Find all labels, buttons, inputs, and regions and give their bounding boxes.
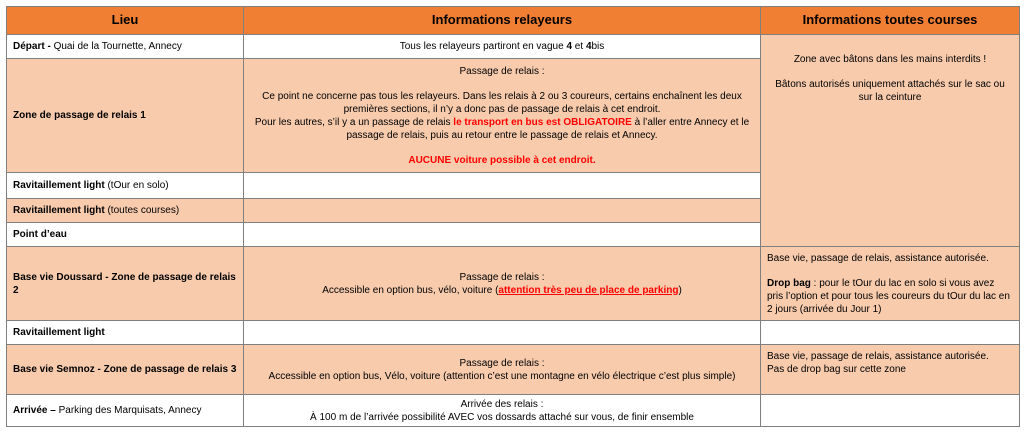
courses-line: Base vie, passage de relais, assistance autorisée. [767,253,989,264]
cell-courses-zone1 [761,35,1020,247]
relay-title: Passage de relais : [459,271,545,283]
relay-text: Accessible en option bus, vélo, voiture ( [322,284,499,296]
relay-text: ) [678,284,682,296]
cell-relay-arrivee [244,395,761,427]
cell-relay-zone1 [244,59,761,173]
cell-lieu-ravito-solo [7,173,244,199]
relay-text: à l’aller entre Annecy et le passage de relais, puis au retour entre le passage de relais et Annecy. [346,116,750,141]
cell-relay-doussard [244,247,761,321]
no-car-warning: AUCUNE voiture possible à cet endroit. [408,154,596,166]
table-row-depart [7,35,1020,59]
relay-text: Tous les relayeurs partiront en vague [399,41,567,52]
relay-text: À 100 m de l’arrivée possibilité AVEC vos dossards attaché sur vous, de finir ensemble [310,411,694,423]
relay-text: Accessible en option bus, Vélo, voiture (attention c’est une montagne en vélo électrique c’est plus simple) [268,370,736,382]
lieu-bold: Base vie Semnoz - Zone de passage de relais 3 [13,364,237,375]
cell-relay-empty [244,321,761,345]
cell-courses-semnoz [761,345,1020,395]
parking-warning: attention très peu de place de parking [498,284,679,296]
lieu-bold: Base vie Doussard - Zone de passage de relais 2 [13,271,236,296]
lieu-bold: Point d’eau [13,229,67,240]
lieu-bold: Zone de passage de relais 1 [13,110,146,121]
cell-lieu-zone1 [7,59,244,173]
relay-title: Passage de relais : [459,65,545,77]
lieu-bold: Ravitaillement light [13,180,105,191]
vague-number: 4 [585,41,592,52]
relay-title: Arrivée des relais : [460,398,544,410]
header-relayeurs: Informations relayeurs [244,7,761,35]
cell-courses-doussard [761,247,1020,321]
cell-lieu-ravito-light [7,321,244,345]
cell-relay-empty [244,173,761,199]
drop-bag-label: Drop bag [767,278,811,289]
lieu-rest: Parking des Marquisats, Annecy [55,405,202,416]
relay-text: Pour les autres, s’il y a un passage de relais [254,116,454,128]
cell-lieu-point-eau [7,223,244,247]
lieu-bold: Départ - [13,41,51,52]
relay-text: et [572,41,586,52]
cell-relay-depart [244,35,761,59]
race-info-table [6,6,1020,427]
table-row-semnoz [7,345,1020,395]
relay-text: bis [591,41,605,52]
cell-lieu-ravito-toutes [7,199,244,223]
cell-courses-empty [761,321,1020,345]
relay-paragraph: Ce point ne concerne pas tous les relayeurs. Dans les relais à 2 ou 3 coureurs, certains enchaînent les deux premières sections, il n’y a donc pas de passage de relais à cet endroit. [262,90,742,115]
lieu-rest: (toutes courses) [104,205,180,216]
cell-courses-empty [761,395,1020,427]
cell-relay-empty [244,199,761,223]
lieu-bold: Ravitaillement light [13,205,105,216]
vague-number: 4 [566,41,573,52]
cell-lieu-semnoz [7,345,244,395]
courses-line: : pour le tOur du lac en solo si vous avez pris l’option et pour tous les coureurs du tOur du lac en 2 jours (arrivée du Jour 1) [767,278,1010,315]
table-row-ravito-light [7,321,1020,345]
table-row-doussard [7,247,1020,321]
courses-line: Base vie, passage de relais, assistance autorisée. [767,351,989,362]
courses-line: Zone avec bâtons dans les mains interdits ! [793,54,987,65]
lieu-bold: Ravitaillement light [13,327,105,338]
cell-relay-semnoz [244,345,761,395]
relay-title: Passage de relais : [459,357,545,369]
cell-lieu-depart [7,35,244,59]
header-courses: Informations toutes courses [761,7,1020,35]
table-row-arrivee [7,395,1020,427]
table-header-row [7,7,1020,35]
lieu-bold: Arrivée – [13,405,56,416]
lieu-rest: Quai de la Tournette, Annecy [50,41,182,52]
cell-lieu-doussard [7,247,244,321]
cell-relay-empty [244,223,761,247]
lieu-rest: (tOur en solo) [104,180,169,191]
bus-mandatory-warning: le transport en bus est OBLIGATOIRE [453,116,632,128]
courses-line: Pas de drop bag sur cette zone [767,364,906,375]
header-lieu: Lieu [7,7,244,35]
cell-lieu-arrivee [7,395,244,427]
courses-line: Bâtons autorisés uniquement attachés sur le sac ou sur la ceinture [775,79,1005,103]
